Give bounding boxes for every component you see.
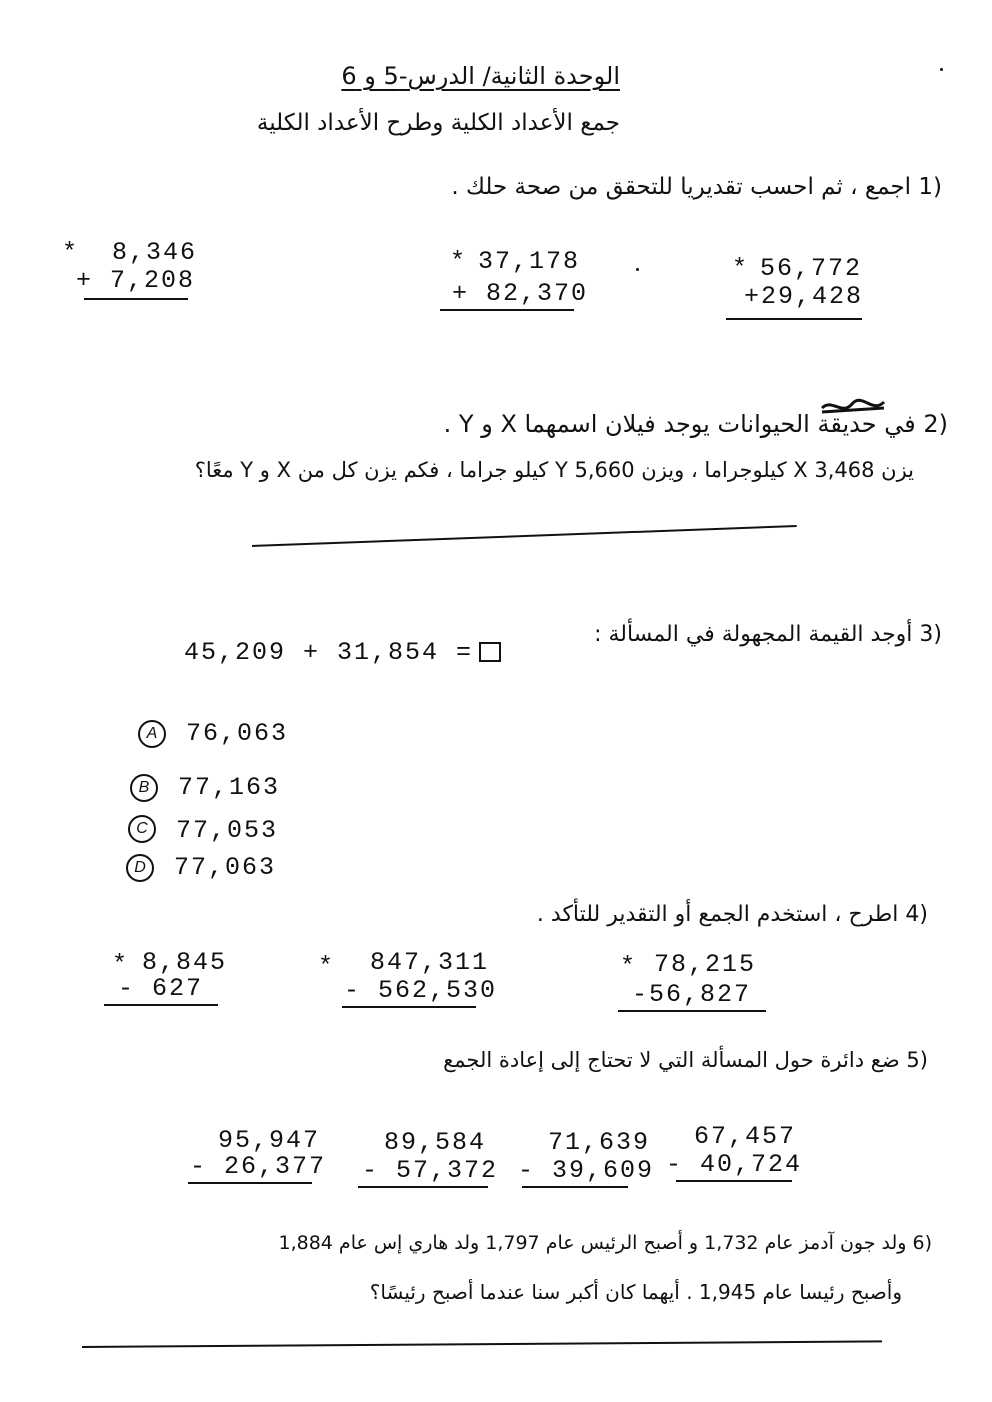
q5-p1-bottom: - 26,377 bbox=[190, 1152, 327, 1181]
q4-p2-top: 847,311 bbox=[370, 948, 490, 977]
option-c-circle: C bbox=[128, 815, 156, 843]
q1-p1-answer-line bbox=[84, 298, 188, 300]
unknown-box bbox=[479, 642, 501, 662]
q1-p1-marker: * bbox=[62, 238, 80, 267]
q5-p2-bottom: - 57,372 bbox=[362, 1156, 499, 1185]
q1-p1-bottom: + 7,208 bbox=[76, 266, 196, 295]
q1-instruction: (1 اجمع ، ثم احسب تقديريا للتحقق من صحة حلك . bbox=[451, 174, 942, 200]
q5-p3-bottom: - 39,609 bbox=[518, 1156, 655, 1185]
option-b-circle: B bbox=[130, 774, 158, 802]
q1-p3-bottom: +29,428 bbox=[744, 282, 864, 311]
q5-p4-top: 67,457 bbox=[694, 1122, 797, 1151]
q2-line-1: (2 في حديقة الحيوانات يوجد فيلان اسمهما X و Y . bbox=[443, 410, 948, 438]
q3-equation-text: 45,209 + 31,854 = bbox=[184, 638, 474, 667]
q4-p1-answer-line bbox=[104, 1004, 218, 1006]
q1-p3-answer-line bbox=[726, 318, 862, 320]
unit-lesson-title: الوحدة الثانية/ الدرس-5 و 6 bbox=[341, 62, 620, 90]
q5-p4-bottom: - 40,724 bbox=[666, 1150, 803, 1179]
q1-p2-marker: * bbox=[450, 247, 468, 276]
q6-line-1: (6 ولد جون آدمز عام 1,732 و أصبح الرئيس عام 1,797 ولد هاري إس عام 1,884 bbox=[278, 1232, 932, 1254]
q4-p1-marker: * bbox=[112, 950, 130, 979]
q3-equation bbox=[184, 640, 501, 665]
q5-p2-answer-line bbox=[358, 1186, 488, 1188]
q4-p3-bottom: -56,827 bbox=[632, 980, 752, 1009]
q1-p2-answer-line bbox=[440, 309, 574, 311]
option-a-value: 76,063 bbox=[186, 719, 289, 748]
q5-p4-answer-line bbox=[676, 1180, 792, 1182]
option-b-value: 77,163 bbox=[178, 773, 281, 802]
q5-p2-top: 89,584 bbox=[384, 1128, 487, 1157]
q2-line-2: يزن X 3,468 كيلوجراما ، ويزن Y 5,660 كيلو جراما ، فكم يزن كل من X و Y معًا؟ bbox=[194, 458, 914, 482]
q1-p2-bottom: + 82,370 bbox=[452, 279, 589, 308]
stray-mark bbox=[636, 268, 639, 271]
q5-p3-answer-line bbox=[522, 1186, 628, 1188]
q4-p2-answer-line bbox=[342, 1006, 476, 1008]
q1-p2-top: 37,178 bbox=[478, 247, 581, 276]
q4-instruction: (4 اطرح ، استخدم الجمع أو التقدير للتأكد . bbox=[536, 902, 928, 927]
q5-p1-answer-line bbox=[188, 1182, 312, 1184]
option-a-circle: A bbox=[138, 720, 166, 748]
q4-p2-bottom: - 562,530 bbox=[344, 976, 498, 1005]
worksheet-subtitle: جمع الأعداد الكلية وطرح الأعداد الكلية bbox=[256, 110, 620, 136]
option-d-circle: D bbox=[126, 854, 154, 882]
q3-question: (3 أوجد القيمة المجهولة في المسألة : bbox=[594, 622, 942, 647]
q5-p1-top: 95,947 bbox=[218, 1126, 321, 1155]
option-d-value: 77,063 bbox=[174, 853, 277, 882]
q4-p2-marker: * bbox=[318, 952, 336, 981]
q4-p3-answer-line bbox=[618, 1010, 766, 1012]
q1-p3-top: 56,772 bbox=[760, 254, 863, 283]
option-c-value: 77,053 bbox=[176, 816, 279, 845]
q4-p1-top: 8,845 bbox=[142, 948, 228, 977]
q5-instruction: (5 ضع دائرة حول المسألة التي لا تحتاج إلى إعادة الجمع bbox=[443, 1048, 928, 1072]
q5-p3-top: 71,639 bbox=[548, 1128, 651, 1157]
q2-answer-line bbox=[252, 525, 797, 547]
q4-p3-marker: * bbox=[620, 952, 638, 981]
q1-p1-top: 8,346 bbox=[112, 238, 198, 267]
q6-line-2: وأصبح رئيسا عام 1,945 . أيهما كان أكبر سنا عندما أصبح رئيسًا؟ bbox=[369, 1280, 902, 1304]
q1-p3-marker: * bbox=[732, 254, 750, 283]
q4-p3-top: 78,215 bbox=[654, 950, 757, 979]
q4-p1-bottom: - 627 bbox=[118, 974, 204, 1003]
q6-answer-line bbox=[82, 1340, 882, 1348]
stray-mark bbox=[940, 68, 943, 71]
